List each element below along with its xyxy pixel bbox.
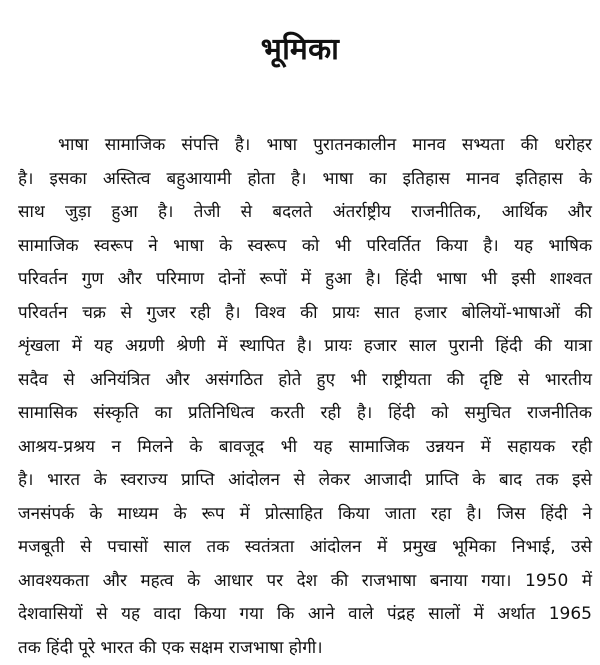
paragraph-line: जनसंपर्क के माध्यम के रूप में प्रोत्साहित किया जाता रहा है। जिस हिंदी ने [18, 498, 592, 532]
paragraph-line: आश्रय-प्रश्रय न मिलने के बावजूद भी यह सामाजिक उन्नयन में सहायक रही [18, 431, 592, 465]
paragraph-line: साथ जुड़ा हुआ है। तेजी से बदलते अंतर्राष्ट्रीय राजनीतिक, आर्थिक और [18, 196, 592, 230]
paragraph-line: है। इसका अस्तित्व बहुआयामी होता है। भाषा का इतिहास मानव इतिहास के [18, 163, 592, 197]
paragraph-line: सदैव से अनियंत्रित और असंगठित होते हुए भी राष्ट्रीयता की दृष्टि से भारतीय [18, 364, 592, 398]
body-paragraph [18, 129, 592, 665]
paragraph-line: परिवर्तन चक्र से गुजर रही है। विश्व की प्रायः सात हजार बोलियों-भाषाओं की [18, 297, 592, 331]
paragraph-line: सामासिक संस्कृति का प्रतिनिधित्व करती रही है। हिंदी को समुचित राजनीतिक [18, 397, 592, 431]
paragraph-line: देशवासियों से यह वादा किया गया कि आने वाले पंद्रह सालों में अर्थात 1965 [18, 598, 592, 632]
paragraph-line: तक हिंदी पूरे भारत की एक सक्षम राजभाषा होगी। [18, 632, 592, 665]
paragraph-line: परिवर्तन गुण और परिमाण दोनों रूपों में हुआ है। हिंदी भाषा भी इसी शाश्वत [18, 263, 592, 297]
paragraph-line: शृंखला में यह अग्रणी श्रेणी में स्थापित है। प्रायः हजार साल पुरानी हिंदी की यात्रा [18, 330, 592, 364]
paragraph-line: भाषा सामाजिक संपत्ति है। भाषा पुरातनकालीन मानव सभ्यता की धरोहर [18, 129, 592, 163]
paragraph-line: आवश्यकता और महत्व के आधार पर देश की राजभाषा बनाया गया। 1950 में [18, 565, 592, 599]
paragraph-line: है। भारत के स्वराज्य प्राप्ति आंदोलन से लेकर आजादी प्राप्ति के बाद तक इसे [18, 464, 592, 498]
page-title: भूमिका [0, 30, 600, 70]
paragraph-line: सामाजिक स्वरूप ने भाषा के स्वरूप को भी परिवर्तित किया है। यह भाषिक [18, 230, 592, 264]
paragraph-line: मजबूती से पचासों साल तक स्वतंत्रता आंदोलन में प्रमुख भूमिका निभाई, उसे [18, 531, 592, 565]
